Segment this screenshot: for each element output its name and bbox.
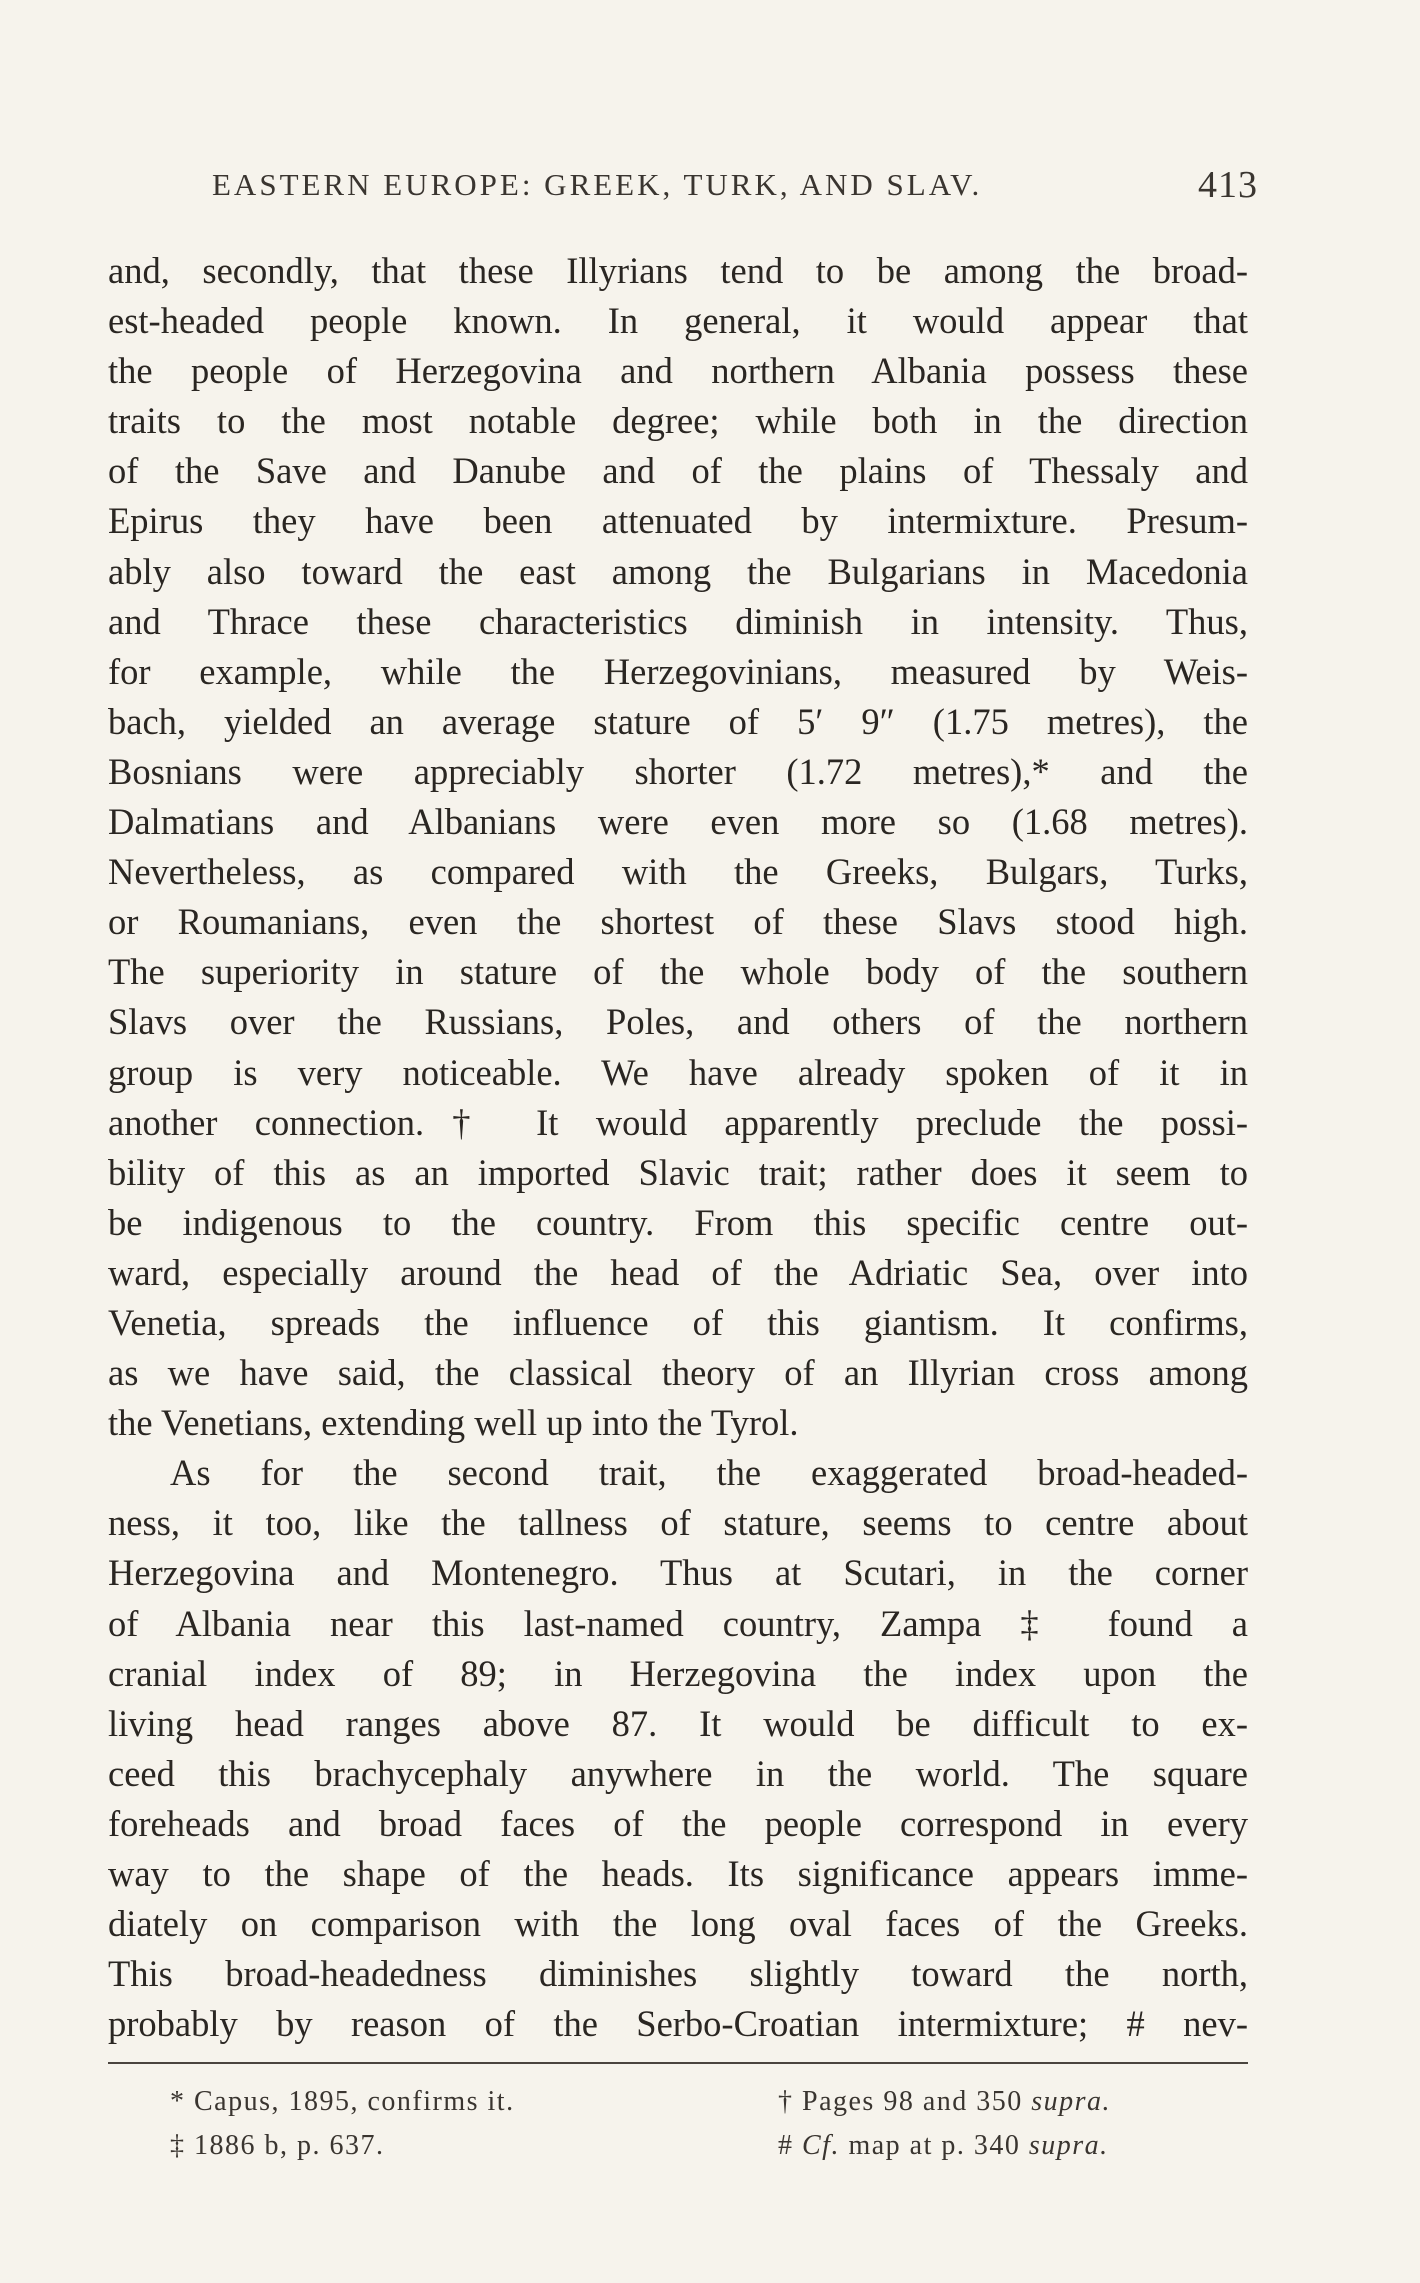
text-line-paragraph-start: As for the second trait, the exaggerated broad-headed- [170,1452,1248,1494]
text-line: Nevertheless, as compared with the Greeks, Bulgars, Turks, [108,851,1248,893]
text-line: Epirus they have been attenuated by intermixture. Presum- [108,500,1248,542]
text-line: and, secondly, that these Illyrians tend to be among the broad- [108,250,1248,291]
footnote-double-dagger: ‡ 1886 b, p. 637. [170,2130,385,2161]
text-line: and Thrace these characteristics diminish in intensity. Thus, [108,600,1248,642]
footnote-text: map at p. 340 [839,2130,1029,2161]
footnote-text: † Pages 98 and 350 [778,2086,1032,2117]
text-line: Dalmatians and Albanians were even more so (1.68 metres). [108,801,1248,843]
text-line: ness, it too, like the tallness of stature, seems to centre about [108,1502,1248,1544]
text-line: the people of Herzegovina and northern Albania possess these [108,350,1248,392]
running-head-title: EASTERN EUROPE: GREEK, TURK, AND SLAV. [212,167,983,202]
text-line: est-headed people known. In general, it would appear that [108,300,1248,342]
text-line: for example, while the Herzegovinians, measured by Weis- [108,650,1248,692]
text-line: group is very noticeable. We have already spoken of it in [108,1051,1248,1093]
text-line: way to the shape of the heads. Its significance appears imme- [108,1853,1248,1894]
text-line: as we have said, the classical theory of an Illyrian cross among [108,1352,1248,1394]
text-line: or Roumanians, even the shortest of these Slavs stood high. [108,901,1248,943]
text-line: Venetia, spreads the influence of this giantism. It confirms, [108,1301,1248,1343]
text-line: The superiority in stature of the whole body of the southern [108,951,1248,993]
text-line: living head ranges above 87. It would be difficult to ex- [108,1702,1248,1744]
body-text [108,246,1248,2049]
text-line: cranial index of 89; in Herzegovina the index upon the [108,1652,1248,1694]
footnote-rule [108,2062,1248,2064]
footnote-italic: supra. [1028,2130,1109,2161]
text-line: traits to the most notable degree; while both in the direction [108,400,1248,442]
text-line: another connection.† It would apparently preclude the possi- [108,1101,1248,1143]
text-line: Bosnians were appreciably shorter (1.72 metres),* and the [108,750,1248,792]
text-line: of Albania near this last-named country, Zampa ‡ found a [108,1602,1248,1644]
text-line: ward, especially around the head of the Adriatic Sea, over into [108,1251,1248,1293]
text-line: diately on comparison with the long oval faces of the Greeks. [108,1903,1248,1945]
text-line: bility of this as an imported Slavic trait; rather does it seem to [108,1151,1248,1193]
text-line-paragraph-end: the Venetians, extending well up into the Tyrol. [108,1402,799,1444]
text-line: This broad-headedness diminishes slightly toward the north, [108,1953,1248,1995]
text-line: ably also toward the east among the Bulgarians in Macedonia [108,550,1248,592]
footnote-italic: supra. [1031,2086,1112,2117]
text-line: be indigenous to the country. From this specific centre out- [108,1201,1248,1243]
footnote-asterisk: * Capus, 1895, confirms it. [170,2086,515,2117]
text-line: Herzegovina and Montenegro. Thus at Scutari, in the corner [108,1552,1248,1594]
page-number: 413 [1198,164,1258,206]
text-line: foreheads and broad faces of the people correspond in every [108,1802,1248,1844]
text-line: probably by reason of the Serbo-Croatian intermixture; # nev- [108,2003,1248,2045]
text-line: bach, yielded an average stature of 5′ 9″ (1.75 metres), the [108,700,1248,742]
footnote-text: # [778,2130,802,2161]
footnotes [108,2082,1248,2172]
text-line: Slavs over the Russians, Poles, and others of the northern [108,1001,1248,1043]
text-line: of the Save and Danube and of the plains of Thessaly and [108,450,1248,492]
footnote-dagger [778,2082,1111,2122]
text-line: ceed this brachycephaly anywhere in the world. The square [108,1752,1248,1794]
footnote-hash [778,2126,1109,2166]
running-head [108,163,1258,213]
footnote-italic: Cf. [802,2130,840,2161]
